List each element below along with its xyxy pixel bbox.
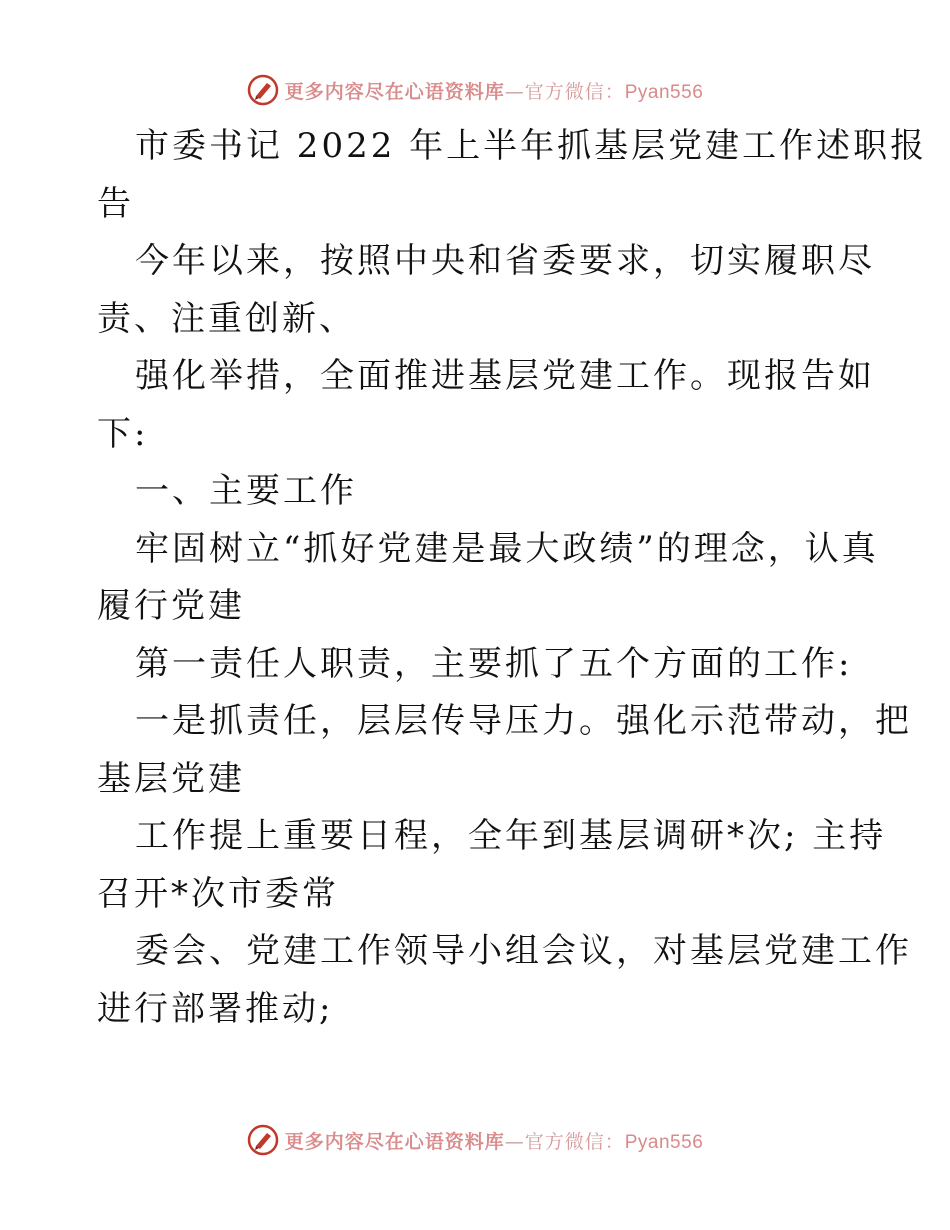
watermark-dash: — — [504, 80, 525, 103]
paragraph-line: 下: — [97, 413, 149, 454]
paragraph-line: 一是抓责任，层层传导压力。强化示范带动，把 — [135, 701, 912, 741]
paragraph-line: 工作提上重要日程，全年到基层调研*次; 主持 — [135, 816, 887, 856]
watermark-main-text: 更多内容尽在心语资料库 — [284, 80, 505, 103]
paragraph-line: 第一责任人职责，主要抓了五个方面的工作: — [135, 643, 853, 684]
title-line-2: 告 — [97, 183, 134, 224]
paragraph-line: 进行部署推动; — [97, 988, 334, 1029]
paragraph-line: 今年以来，按照中央和省委要求，切实履职尽 — [135, 241, 875, 281]
paragraph-line: 责、注重创新、 — [97, 298, 356, 339]
paragraph-line: 履行党建 — [97, 586, 245, 626]
pen-logo-icon — [247, 1124, 279, 1156]
title-line-1: 市委书记 2022 年上半年抓基层党建工作述职报 — [135, 126, 928, 166]
paragraph-line: 基层党建 — [97, 758, 245, 799]
paragraph-line: 召开*次市委常 — [97, 873, 339, 914]
paragraph-line: 牢固树立“抓好党建是最大政绩”的理念，认真 — [135, 528, 879, 569]
paragraph-line: 强化举措，全面推进基层党建工作。现报告如 — [135, 356, 875, 396]
pen-logo-icon — [247, 74, 279, 106]
watermark-id-text: Pyan556 — [624, 1131, 704, 1153]
watermark-sub-text: 官方微信： — [524, 1130, 625, 1153]
footer-watermark — [0, 1120, 950, 1160]
watermark-dash: — — [504, 1130, 525, 1153]
header-watermark — [0, 70, 950, 110]
document-body — [97, 118, 928, 1038]
watermark-main-text: 更多内容尽在心语资料库 — [284, 1130, 505, 1153]
watermark-id-text: Pyan556 — [624, 81, 704, 103]
section-heading: 一、主要工作 — [135, 471, 357, 511]
watermark-sub-text: 官方微信： — [524, 80, 625, 103]
paragraph-line: 委会、党建工作领导小组会议，对基层党建工作 — [135, 931, 912, 971]
